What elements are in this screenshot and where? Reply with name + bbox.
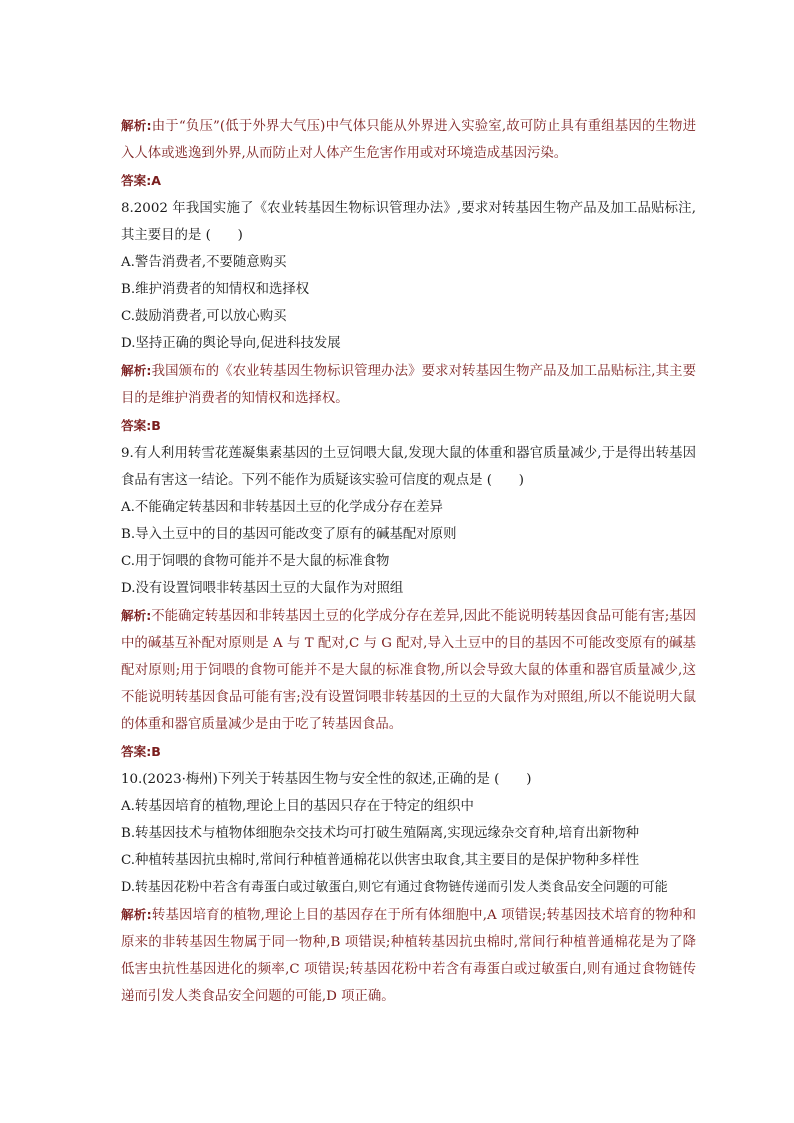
answer-label: 答案: <box>121 744 152 759</box>
answer-value: B <box>151 744 161 759</box>
question-9-option-c: C.用于饲喂的食物可能并不是大鼠的标准食物 <box>121 554 390 569</box>
explanation-text: 不能确定转基因和非转基因土豆的化学成分存在差异,因此不能说明转基因食品可能有害;基因中的碱基互补配对原则是 A 与 T 配对,C 与 G 配对,导入土豆中的目的基因不可能改变原有的碱基配对原则;用于饲喂的食物可能并不是大鼠的标准食物,所以会导致大鼠的体重和器官质量减少,这不能说明转基因食品可能有害;没有设置饲喂非转基因的土豆的大鼠作为对照组,所以不能说明大鼠的体重和器官质量减少是由于吃了转基因食品。 <box>121 609 696 732</box>
answer-value: B <box>151 418 161 433</box>
question-9-option-d: D.没有设置饲喂非转基因土豆的大鼠作为对照组 <box>121 581 404 596</box>
question-8-option-d: D.坚持正确的舆论导向,促进科技发展 <box>121 336 341 351</box>
question-8-option-c: C.鼓励消费者,可以放心购买 <box>121 309 287 324</box>
answer-q9 <box>121 738 696 766</box>
question-8-option-a: A.警告消费者,不要随意购买 <box>121 255 287 270</box>
question-9-option-b: B.导入土豆中的目的基因可能改变了原有的碱基配对原则 <box>121 527 457 542</box>
explanation-label: 解析: <box>121 608 152 623</box>
answer-value: A <box>151 173 161 188</box>
explanation-text: 转基因培育的植物,理论上目的基因存在于所有体细胞中,A 项错误;转基因技术培育的物种和原来的非转基因生物属于同一物种,B 项错误;种植转基因抗虫棉时,常间行种植普通棉花是为了降低害虫抗性基因进化的频率,C 项错误;转基因花粉中若含有毒蛋白或过敏蛋白,则有通过食物链传递而引发人类食品安全问题的可能,D 项正确。 <box>121 908 696 1004</box>
explanation-text: 由于“负压”(低于外界大气压)中气体只能从外界进入实验室,故可防止具有重组基因的生物进入人体或逃逸到外界,从而防止对人体产生危害作用或对环境造成基因污染。 <box>121 119 696 161</box>
explanation-q9 <box>121 602 696 738</box>
answer-label: 答案: <box>121 418 152 433</box>
question-10: 10.(2023·梅州)下列关于转基因生物与安全性的叙述,正确的是 ( ) <box>121 772 532 787</box>
explanation-label: 解析: <box>121 118 152 133</box>
question-10-option-d: D.转基因花粉中若含有毒蛋白或过敏蛋白,则它有通过食物链传递而引发人类食品安全问题的可能 <box>121 880 668 895</box>
explanation-text: 我国颁布的《农业转基因生物标识管理办法》要求对转基因生物产品及加工品贴标注,其主要目的是维护消费者的知情权和选择权。 <box>121 364 696 406</box>
question-10-option-b: B.转基因技术与植物体细胞杂交技术均可打破生殖隔离,实现远缘杂交育种,培育出新物种 <box>121 826 640 841</box>
question-9: 9.有人利用转雪花莲凝集素基因的土豆饲喂大鼠,发现大鼠的体重和器官质量减少,于是得出转基因食品有害这一结论。下列不能作为质疑该实验可信度的观点是 ( ) <box>121 446 696 488</box>
question-10-option-a: A.转基因培育的植物,理论上目的基因只存在于特定的组织中 <box>121 799 474 814</box>
question-8: 8.2002 年我国实施了《农业转基因生物标识管理办法》,要求对转基因生物产品及加工品贴标注,其主要目的是 ( ) <box>121 201 696 243</box>
answer-q8 <box>121 412 696 440</box>
answer-q7 <box>121 167 696 195</box>
explanation-q8 <box>121 357 696 412</box>
answer-label: 答案: <box>121 173 152 188</box>
explanation-label: 解析: <box>121 907 152 922</box>
explanation-label: 解析: <box>121 363 152 378</box>
question-10-option-c: C.种植转基因抗虫棉时,常间行种植普通棉花以供害虫取食,其主要目的是保护物种多样性 <box>121 853 639 868</box>
explanation-q10 <box>121 901 696 1010</box>
explanation-q7 <box>121 112 696 167</box>
question-9-option-a: A.不能确定转基因和非转基因土豆的化学成分存在差异 <box>121 500 443 515</box>
document-page <box>121 112 696 1010</box>
question-8-option-b: B.维护消费者的知情权和选择权 <box>121 282 310 297</box>
